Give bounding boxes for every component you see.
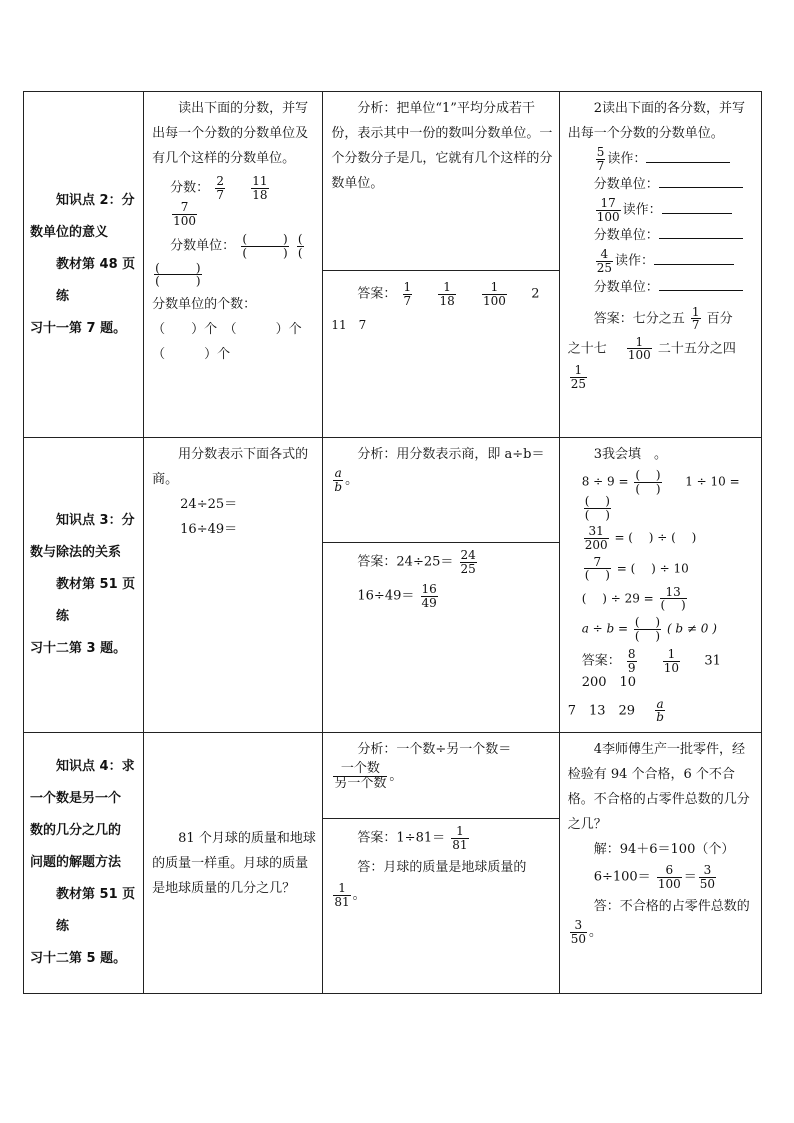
- analysis-block: [323, 438, 558, 542]
- fraction: $\frac{2}{7}$: [216, 174, 224, 202]
- analysis-block: [323, 733, 558, 818]
- blank-fraction[interactable]: $\frac{( )}{( )}$: [635, 468, 661, 496]
- exercise-prompt: 用分数表示下面各式的商。: [152, 447, 309, 487]
- count-line: （ ）个 （ ）个: [152, 321, 302, 337]
- fraction: $\frac{1}{81}$: [334, 881, 350, 909]
- practice-prompt: 3我会填 。: [593, 447, 667, 462]
- knowledge-line: 数的几分之几的: [30, 823, 122, 838]
- answer-line2: 11 7: [331, 318, 367, 333]
- fraction: $\frac{1}{25}$: [570, 362, 586, 391]
- practice-answer-cont: 7 13 29 $\frac{a}{b}$: [567, 696, 664, 725]
- analysis-text: 分析：用分数表示商，即 a÷b＝: [357, 447, 545, 462]
- analysis-text: 分析：把单位“1”平均分成若干份，表示其中一份的数叫分数单位。一个分数分子是几，它就有几个这样的分数单位。: [331, 101, 553, 191]
- knowledge-line: 教材第 51 页练: [56, 577, 136, 624]
- equation: 24÷25＝: [180, 497, 238, 512]
- answer-line: [331, 281, 552, 307]
- blank-fraction[interactable]: $\frac{(}{(}$: [297, 232, 303, 260]
- read-label: 读作：: [622, 202, 662, 218]
- fraction: $\frac{5}{7}$: [596, 145, 605, 173]
- knowledge-line: 教材第 51 页练: [56, 887, 136, 934]
- practice-reply: 答：不合格的占零件总数的: [593, 899, 750, 915]
- exercise-prompt: 81 个月球的质量和地球的质量一样重。月球的质量是地球质量的几分之几？: [152, 830, 316, 896]
- practice-cell: [559, 438, 761, 733]
- practice-cell: [559, 92, 761, 438]
- practice-item: [568, 146, 755, 172]
- exercise-cell: [144, 733, 323, 994]
- blank-fraction[interactable]: $\frac{13}{( )}$: [660, 584, 686, 613]
- knowledge-cell: [24, 733, 144, 994]
- practice-item: [568, 197, 755, 223]
- knowledge-line: 教材第 48 页练: [56, 256, 136, 304]
- knowledge-line: 数单位的意义: [30, 224, 109, 240]
- fraction: $\frac{1}{18}$: [439, 280, 455, 308]
- fraction: $\frac{1}{100}$: [483, 280, 506, 308]
- fraction: $\frac{\text{一个数}}{\text{另一个数}}$: [334, 761, 387, 791]
- analysis-block: [323, 92, 558, 270]
- fraction: $\frac{6}{100}$: [657, 863, 681, 891]
- answer-line: 答案：24÷25＝ $\frac{24}{25}$: [357, 548, 476, 576]
- knowledge-line: 知识点 3：分: [56, 513, 135, 528]
- fraction: $\frac{8}{9}$: [627, 647, 636, 675]
- practice-prompt: 4李师傅生产一批零件，经检验有 94 个合格，6 个不合格。不合格的占零件总数的几分之几？: [567, 742, 750, 832]
- fractions-line: [152, 175, 316, 227]
- solution-line: 解：94＋6＝100（个）: [593, 842, 735, 857]
- fraction: $\frac{1}{7}$: [691, 304, 700, 333]
- answer-block: [323, 270, 558, 333]
- answer-blank[interactable]: [659, 278, 743, 291]
- fill-line: $\frac{7}{( )}$ = ( ) ÷ 10: [584, 554, 689, 583]
- answer-block: [323, 818, 558, 908]
- practice-unit: 分数单位：: [568, 223, 755, 248]
- fraction: $\frac{a}{b}$: [656, 696, 664, 725]
- blank-fraction[interactable]: $\frac{( )}{( )}$: [634, 614, 661, 643]
- blank-fraction[interactable]: $\frac{( )}{( )}$: [155, 260, 201, 289]
- answer-block: [323, 542, 558, 609]
- knowledge-line: 习十二第 3 题。: [30, 641, 127, 656]
- knowledge-line: 知识点 4：求: [56, 759, 135, 774]
- analysis-formula: $\frac{\text{一个数}}{\text{另一个数}}$ 。: [334, 761, 403, 791]
- fill-line: $\frac{31}{200}$ = ( ) ÷ ( ): [584, 524, 697, 552]
- answer-reply: 答：月球的质量是地球质量的: [357, 860, 527, 876]
- answer-tail: 2: [531, 286, 540, 302]
- count-line: （ ）个: [152, 346, 231, 362]
- answer-blank[interactable]: [662, 201, 732, 214]
- answer-line: 答案：1÷81＝ $\frac{1}{81}$: [357, 824, 468, 852]
- fraction: $\frac{1}{10}$: [663, 647, 680, 675]
- fraction: $\frac{17}{100}$: [596, 196, 620, 224]
- fraction: $\frac{3}{50}$: [699, 863, 716, 891]
- count-label: 分数单位的个数：: [152, 296, 257, 312]
- answer-reply-cont: $\frac{1}{81}$ 。: [334, 881, 366, 909]
- row-knowledge-point-4: [24, 733, 762, 994]
- fraction: $\frac{7}{100}$: [173, 200, 197, 228]
- exercise-cell: [144, 92, 323, 438]
- analysis-answer-cell: [323, 92, 559, 438]
- blank-fraction[interactable]: $\frac{7}{( )}$: [584, 554, 610, 583]
- fraction: $\frac{1}{100}$: [627, 334, 651, 363]
- answer-blank[interactable]: [646, 150, 730, 163]
- fraction: $\frac{24}{25}$: [460, 548, 476, 576]
- practice-reply-cont: $\frac{3}{50}$ 。: [570, 918, 602, 946]
- answer-blank[interactable]: [654, 252, 734, 265]
- knowledge-line: 知识点 2：分: [56, 192, 135, 208]
- fill-line: a ÷ b = $\frac{( )}{( )}$ ( b ≠ 0 ): [581, 614, 717, 643]
- practice-answer-cont: 之十七 $\frac{1}{100}$ 二十五分之四: [567, 334, 736, 363]
- lesson-table: [23, 91, 762, 994]
- exercise-cell: [144, 438, 323, 733]
- fraction: $\frac{4}{25}$: [596, 247, 612, 275]
- exercise-prompt: 读出下面的分数，并写出每一个分数的分数单位及有几个这样的分数单位。: [152, 101, 309, 166]
- knowledge-cell: [24, 92, 144, 438]
- fraction: $\frac{a}{b}$: [334, 466, 343, 494]
- fractions-label: 分数：: [170, 180, 210, 196]
- blank-fraction[interactable]: $\frac{( )}{( )}$: [584, 494, 610, 522]
- practice-prompt: 2读出下面的各分数，并写出每一个分数的分数单位。: [567, 101, 745, 141]
- row-knowledge-point-3: [24, 438, 762, 733]
- fraction: $\frac{1}{81}$: [452, 824, 468, 852]
- read-label: 读作：: [607, 151, 647, 167]
- read-label: 读作：: [614, 253, 654, 269]
- knowledge-line: 一个数是另一个: [30, 791, 122, 806]
- knowledge-line: 问题的解题方法: [30, 855, 122, 870]
- blank-fraction[interactable]: $\frac{( )}{( )}$: [242, 232, 288, 260]
- knowledge-line: 习十一第 7 题。: [30, 320, 127, 336]
- solution-line: 6÷100＝ $\frac{6}{100}$ ＝ $\frac{3}{50}$: [593, 863, 716, 891]
- practice-item: [568, 248, 755, 274]
- answer-blank[interactable]: [659, 175, 743, 188]
- row-knowledge-point-2: [24, 92, 762, 438]
- fraction: $\frac{1}{7}$: [403, 280, 412, 308]
- answer-blank[interactable]: [659, 226, 743, 239]
- analysis-formula: $\frac{a}{b}$ 。: [334, 466, 359, 494]
- practice-cell: [559, 733, 761, 994]
- fill-line: 8 ÷ 9 = $\frac{( )}{( )}$ 1 ÷ 10 = $\frac{( )}{( )}$: [581, 468, 740, 522]
- unit-line: [152, 233, 316, 259]
- knowledge-line: 数与除法的关系: [30, 545, 122, 560]
- practice-unit: 分数单位：: [568, 275, 755, 300]
- practice-unit: 分数单位：: [568, 172, 755, 197]
- analysis-text: 分析：一个数÷另一个数＝: [357, 742, 512, 757]
- knowledge-cell: [24, 438, 144, 733]
- fill-line: ( ) ÷ 29 = $\frac{13}{( )}$: [581, 584, 686, 613]
- analysis-answer-cell: [323, 438, 559, 733]
- equation: 16÷49＝: [180, 522, 238, 537]
- answer-line: 16÷49＝ $\frac{16}{49}$: [357, 582, 437, 610]
- fraction: $\frac{31}{200}$: [584, 524, 608, 552]
- practice-answer: 答案： $\frac{8}{9}$ $\frac{1}{10}$ 31 200 10: [581, 647, 734, 691]
- unit-label: 分数单位：: [170, 238, 236, 254]
- knowledge-line: 习十二第 5 题。: [30, 951, 127, 966]
- fraction: $\frac{11}{18}$: [252, 174, 268, 202]
- fraction: $\frac{16}{49}$: [421, 582, 437, 610]
- unit-line-cont: [152, 262, 316, 288]
- practice-answer: 答案：七分之五 $\frac{1}{7}$ 百分: [593, 304, 733, 333]
- answer-label: 答案：: [357, 286, 397, 302]
- analysis-answer-cell: [323, 733, 559, 994]
- fraction: $\frac{3}{50}$: [570, 918, 586, 946]
- practice-answer-cont: [568, 364, 755, 390]
